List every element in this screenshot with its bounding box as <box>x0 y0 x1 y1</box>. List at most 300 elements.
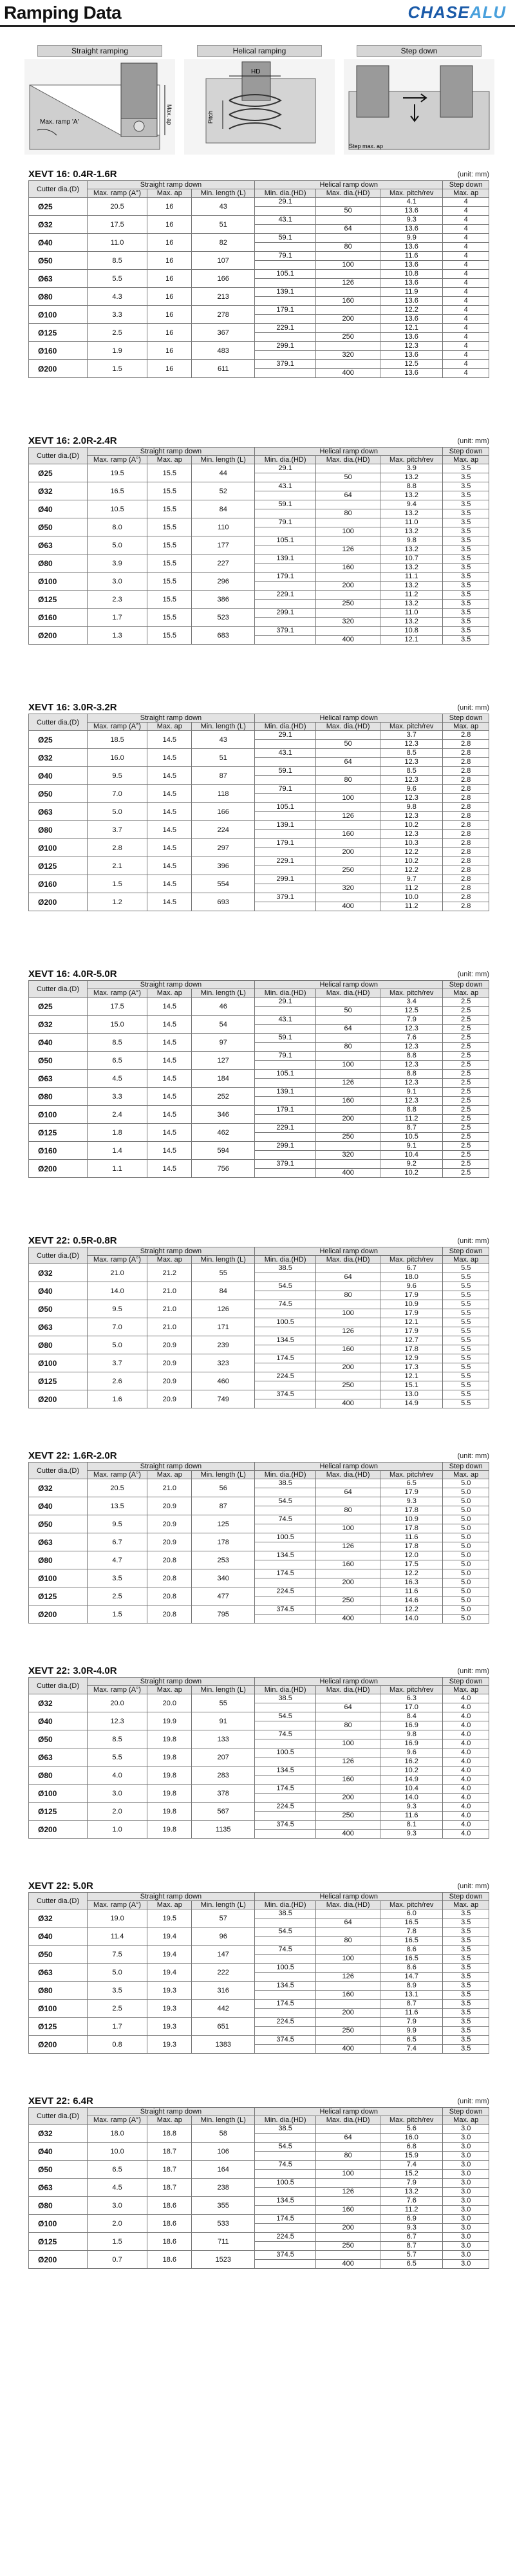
cell-min-hd <box>254 270 315 288</box>
pitch-value-1: 12.1 <box>380 1372 442 1381</box>
cell-max-hd <box>316 1124 380 1142</box>
cell-step-ap <box>443 464 489 482</box>
cell-step-ap <box>443 2233 489 2251</box>
cell-max-ramp: 8.5 <box>87 1034 147 1052</box>
cell-max-ap: 15.5 <box>147 591 192 609</box>
group-step-down: Step down <box>443 1893 489 1901</box>
table-row <box>29 270 489 288</box>
pitch-value-1: 7.8 <box>380 1927 442 1937</box>
cell-max-pitch <box>380 1142 442 1160</box>
ramp-table <box>28 980 489 1178</box>
group-straight-ramp: Straight ramp down <box>87 2108 254 2116</box>
cell-max-pitch <box>380 2233 442 2251</box>
max-hd-value: 200 <box>342 581 354 589</box>
group-step-down: Step down <box>443 981 489 989</box>
cell-max-ramp: 17.5 <box>87 216 147 234</box>
cell-step-ap <box>443 1927 489 1946</box>
min-hd-value: 38.5 <box>255 1694 315 1703</box>
table-row <box>29 2197 489 2215</box>
step-ap-value-2: 3.0 <box>461 2259 471 2268</box>
step-ap-value-1: 2.5 <box>443 1088 489 1097</box>
cell-max-pitch <box>380 1587 442 1605</box>
cell-step-ap <box>443 1730 489 1748</box>
col-pitch: Max. pitch/rev <box>380 189 442 198</box>
step-ap-value-2: 2.5 <box>461 1150 471 1159</box>
max-hd-value: 126 <box>342 1972 354 1980</box>
max-hd-value: 200 <box>342 1363 354 1371</box>
step-ap-value-2: 5.5 <box>461 1273 471 1281</box>
ramp-table <box>28 2107 489 2269</box>
cell-min-length: 346 <box>192 1106 255 1124</box>
pitch-value-2: 17.8 <box>404 1506 418 1514</box>
min-hd-value: 79.1 <box>255 785 315 794</box>
cell-min-hd <box>254 288 315 306</box>
cell-max-ap: 19.3 <box>147 2036 192 2054</box>
cell-max-pitch <box>380 1551 442 1569</box>
cell-step-ap <box>443 1372 489 1390</box>
group-straight-ramp: Straight ramp down <box>87 981 254 989</box>
straight-ramping-diagram <box>24 45 175 155</box>
step-ap-value-1: 3.5 <box>443 464 489 473</box>
pitch-value-2: 16.5 <box>404 1954 418 1962</box>
col-pitch: Max. pitch/rev <box>380 1471 442 1479</box>
cell-cutter-dia: Ø50 <box>29 1730 88 1748</box>
max-hd-value: 50 <box>344 473 352 481</box>
cell-step-ap <box>443 198 489 216</box>
cell-max-pitch <box>380 1927 442 1946</box>
max-hd-value: 160 <box>342 1990 354 1998</box>
cell-max-pitch <box>380 857 442 875</box>
min-hd-value: 299.1 <box>255 1142 315 1151</box>
cell-max-ap: 19.4 <box>147 1927 192 1946</box>
cell-min-hd <box>254 821 315 839</box>
table-row <box>29 1336 489 1354</box>
step-ap-value-2: 3.5 <box>461 1918 471 1926</box>
cell-cutter-dia: Ø32 <box>29 1479 88 1497</box>
col-step-ap: Max. ap <box>443 1901 489 1909</box>
step-ap-value-1: 5.5 <box>443 1264 489 1273</box>
cell-step-ap <box>443 270 489 288</box>
cell-max-pitch <box>380 1803 442 1821</box>
cell-min-length: 567 <box>192 1803 255 1821</box>
cell-min-hd <box>254 342 315 360</box>
cell-max-pitch <box>380 1052 442 1070</box>
cell-max-ap: 20.9 <box>147 1533 192 1551</box>
step-ap-value-1: 3.0 <box>443 2215 489 2224</box>
cell-max-pitch <box>380 1300 442 1318</box>
cell-min-hd <box>254 234 315 252</box>
max-hd-value: 100 <box>342 1739 354 1747</box>
pitch-value-1: 8.1 <box>380 1821 442 1830</box>
min-hd-value: 74.5 <box>255 1730 315 1739</box>
max-hd-value: 64 <box>344 491 352 499</box>
pitch-value-1: 10.9 <box>380 1515 442 1524</box>
pitch-value-1: 12.2 <box>380 1605 442 1615</box>
cell-max-hd <box>316 270 380 288</box>
pitch-value-2: 16.5 <box>404 1918 418 1926</box>
pitch-value-2: 7.4 <box>406 2044 417 2052</box>
cell-max-hd <box>316 1336 380 1354</box>
cell-step-ap <box>443 1803 489 1821</box>
col-max-hd: Max. dia.(HD) <box>316 1901 380 1909</box>
brand-part-b: ALU <box>469 3 506 22</box>
pitch-value-2: 6.5 <box>406 2259 417 2268</box>
cell-min-length: 749 <box>192 1390 255 1408</box>
min-hd-value: 134.5 <box>255 1982 315 1991</box>
cell-max-hd <box>316 1016 380 1034</box>
cell-max-ramp: 3.5 <box>87 1982 147 2000</box>
pitch-value-1: 11.2 <box>380 591 442 600</box>
cell-max-hd <box>316 360 380 378</box>
cell-min-length: 224 <box>192 821 255 839</box>
step-down-diagram <box>344 45 494 155</box>
pitch-value-2: 12.3 <box>404 829 418 838</box>
pitch-value-1: 7.6 <box>380 2197 442 2206</box>
cell-max-ap: 18.6 <box>147 2215 192 2233</box>
cell-min-length: 297 <box>192 839 255 857</box>
min-hd-value: 38.5 <box>255 2125 315 2134</box>
max-hd-value: 200 <box>342 848 354 856</box>
cell-min-length: 396 <box>192 857 255 875</box>
cell-min-length: 477 <box>192 1587 255 1605</box>
step-down-label: Step down <box>357 45 482 57</box>
cell-max-pitch <box>380 875 442 893</box>
step-ap-value-1: 4.0 <box>443 1712 489 1721</box>
cell-min-hd <box>254 1390 315 1408</box>
pitch-value-2: 17.8 <box>404 1345 418 1353</box>
cell-max-hd <box>316 518 380 536</box>
cell-min-hd <box>254 573 315 591</box>
max-hd-value: 200 <box>342 314 354 323</box>
cell-max-ramp: 7.0 <box>87 785 147 803</box>
cell-step-ap <box>443 1336 489 1354</box>
cell-step-ap <box>443 803 489 821</box>
cell-max-ap: 18.6 <box>147 2197 192 2215</box>
cell-min-hd <box>254 591 315 609</box>
step-ap-value-2: 3.0 <box>461 2133 471 2141</box>
max-hd-value: 64 <box>344 2133 352 2141</box>
cell-cutter-dia: Ø100 <box>29 1569 88 1587</box>
pitch-value-1: 10.8 <box>380 270 442 279</box>
table-row <box>29 2251 489 2269</box>
cell-max-pitch <box>380 1569 442 1587</box>
cell-min-length: 82 <box>192 234 255 252</box>
cell-cutter-dia: Ø63 <box>29 270 88 288</box>
cell-max-hd <box>316 1982 380 2000</box>
group-helical-ramp: Helical ramp down <box>254 1678 442 1686</box>
group-step-down: Step down <box>443 1247 489 1256</box>
step-ap-value-2: 2.5 <box>461 1132 471 1141</box>
cell-max-pitch <box>380 839 442 857</box>
cell-max-ap: 15.5 <box>147 518 192 536</box>
cell-max-ramp: 5.0 <box>87 1964 147 1982</box>
cell-max-hd <box>316 1712 380 1730</box>
table-row <box>29 767 489 785</box>
cell-min-hd <box>254 875 315 893</box>
table-row <box>29 591 489 609</box>
min-hd-value: 139.1 <box>255 821 315 830</box>
cell-max-pitch <box>380 270 442 288</box>
cell-min-hd <box>254 1318 315 1336</box>
min-hd-value: 374.5 <box>255 2251 315 2260</box>
cell-cutter-dia: Ø100 <box>29 573 88 591</box>
cell-max-pitch <box>380 198 442 216</box>
cell-min-length: 227 <box>192 554 255 573</box>
cell-max-hd <box>316 2036 380 2054</box>
max-hd-value: 400 <box>342 902 354 910</box>
col-len: Min. length (L) <box>192 1686 255 1694</box>
cell-max-ap: 15.5 <box>147 464 192 482</box>
step-ap-value-1: 3.0 <box>443 2161 489 2170</box>
step-ap-value-1: 3.5 <box>443 573 489 582</box>
table-row <box>29 554 489 573</box>
cell-cutter-dia: Ø63 <box>29 803 88 821</box>
min-hd-value: 59.1 <box>255 500 315 509</box>
max-hd-value: 64 <box>344 1024 352 1032</box>
group-straight-ramp: Straight ramp down <box>87 1247 254 1256</box>
min-hd-value: 100.5 <box>255 1964 315 1973</box>
cell-max-ap: 19.3 <box>147 2018 192 2036</box>
cell-max-hd <box>316 1088 380 1106</box>
pitch-value-2: 13.2 <box>404 563 418 571</box>
min-hd-value: 134.5 <box>255 1766 315 1776</box>
cell-max-ramp: 3.9 <box>87 554 147 573</box>
cell-max-pitch <box>380 2018 442 2036</box>
cell-max-hd <box>316 1605 380 1624</box>
min-hd-value: 105.1 <box>255 270 315 279</box>
cell-max-ramp: 1.1 <box>87 1160 147 1178</box>
pitch-value-1: 10.7 <box>380 554 442 564</box>
table-row <box>29 785 489 803</box>
cell-max-hd <box>316 1070 380 1088</box>
step-ap-value-2: 4 <box>464 278 468 287</box>
max-hd-value: 80 <box>344 1506 352 1514</box>
step-ap-value-1: 3.5 <box>443 500 489 509</box>
min-hd-value: 174.5 <box>255 1569 315 1578</box>
cell-min-hd <box>254 1766 315 1785</box>
cell-max-pitch <box>380 252 442 270</box>
min-hd-value: 105.1 <box>255 803 315 812</box>
min-hd-value: 174.5 <box>255 1354 315 1363</box>
step-ap-value-2: 3.5 <box>461 581 471 589</box>
step-ap-value-2: 2.8 <box>461 775 471 784</box>
cell-max-ap: 14.5 <box>147 1052 192 1070</box>
col-step-ap: Max. ap <box>443 723 489 731</box>
page-header <box>0 0 515 27</box>
col-step-ap: Max. ap <box>443 2116 489 2125</box>
table-row <box>29 1160 489 1178</box>
cell-max-ramp: 19.5 <box>87 464 147 482</box>
cell-max-ap: 14.5 <box>147 1034 192 1052</box>
cell-max-pitch <box>380 1318 442 1336</box>
cell-max-hd <box>316 998 380 1016</box>
col-min-hd: Min. dia.(HD) <box>254 2116 315 2125</box>
step-ap-value-1: 3.0 <box>443 2143 489 2152</box>
cell-min-hd <box>254 731 315 749</box>
table-row <box>29 2179 489 2197</box>
cell-max-ap: 14.5 <box>147 1088 192 1106</box>
cell-max-ap: 15.5 <box>147 536 192 554</box>
cell-max-ramp: 3.7 <box>87 821 147 839</box>
col-ap: Max. ap <box>147 2116 192 2125</box>
cell-step-ap <box>443 875 489 893</box>
min-hd-value: 59.1 <box>255 1034 315 1043</box>
pitch-value-2: 13.6 <box>404 332 418 341</box>
cell-min-hd <box>254 767 315 785</box>
min-hd-value: 38.5 <box>255 1479 315 1488</box>
group-helical-ramp: Helical ramp down <box>254 181 442 189</box>
table-row <box>29 2018 489 2036</box>
pitch-value-1: 11.6 <box>380 1587 442 1596</box>
max-hd-value: 400 <box>342 1614 354 1622</box>
cell-step-ap <box>443 1282 489 1300</box>
table-row <box>29 1982 489 2000</box>
cell-min-hd <box>254 1106 315 1124</box>
table-title: XEVT 22: 3.0R-4.0R <box>28 1665 117 1676</box>
cell-min-length: 44 <box>192 464 255 482</box>
cell-min-hd <box>254 1533 315 1551</box>
cell-cutter-dia: Ø40 <box>29 1282 88 1300</box>
col-min-hd: Min. dia.(HD) <box>254 1471 315 1479</box>
cell-max-ap: 19.4 <box>147 1964 192 1982</box>
cell-max-hd <box>316 1318 380 1336</box>
group-step-down: Step down <box>443 181 489 189</box>
min-hd-value: 374.5 <box>255 1605 315 1615</box>
step-ap-value-2: 4 <box>464 206 468 214</box>
pitch-value-1: 6.8 <box>380 2143 442 2152</box>
cell-step-ap <box>443 785 489 803</box>
cell-step-ap <box>443 1605 489 1624</box>
cell-min-hd <box>254 482 315 500</box>
cell-min-length: 594 <box>192 1142 255 1160</box>
pitch-value-2: 15.2 <box>404 2169 418 2177</box>
step-ap-value-1: 2.5 <box>443 1124 489 1133</box>
cell-max-hd <box>316 1569 380 1587</box>
table-row <box>29 1106 489 1124</box>
unit-note: (unit: mm) <box>457 704 489 712</box>
step-ap-value-1: 2.5 <box>443 1052 489 1061</box>
cell-step-ap <box>443 2197 489 2215</box>
cell-max-ap: 14.5 <box>147 1106 192 1124</box>
cell-cutter-dia: Ø200 <box>29 2251 88 2269</box>
cell-max-ap: 20.9 <box>147 1390 192 1408</box>
cell-max-ramp: 0.8 <box>87 2036 147 2054</box>
min-hd-value: 229.1 <box>255 857 315 866</box>
cell-max-ap: 16 <box>147 234 192 252</box>
min-hd-value: 54.5 <box>255 1927 315 1937</box>
step-ap-value-2: 2.5 <box>461 1078 471 1086</box>
cell-max-pitch <box>380 1909 442 1927</box>
cell-max-hd <box>316 803 380 821</box>
pitch-value-1: 8.8 <box>380 1070 442 1079</box>
pitch-value-2: 17.9 <box>404 1309 418 1317</box>
cell-max-ramp: 8.0 <box>87 518 147 536</box>
cell-max-pitch <box>380 998 442 1016</box>
step-ap-value-1: 5.0 <box>443 1569 489 1578</box>
cell-cutter-dia: Ø100 <box>29 839 88 857</box>
cell-max-ramp: 1.5 <box>87 875 147 893</box>
table-row <box>29 1569 489 1587</box>
cell-max-hd <box>316 1785 380 1803</box>
pitch-value-1: 9.3 <box>380 216 442 225</box>
pitch-value-1: 12.9 <box>380 1354 442 1363</box>
min-hd-value: 374.5 <box>255 1390 315 1399</box>
pitch-value-2: 13.2 <box>404 617 418 625</box>
cell-step-ap <box>443 1088 489 1106</box>
table-row <box>29 1927 489 1946</box>
table-row <box>29 1282 489 1300</box>
pitch-value-1: 10.3 <box>380 839 442 848</box>
step-ap-value-2: 4 <box>464 350 468 359</box>
cell-max-ap: 19.9 <box>147 1712 192 1730</box>
cell-min-hd <box>254 1336 315 1354</box>
pitch-value-1: 12.2 <box>380 1569 442 1578</box>
cell-max-ramp: 1.9 <box>87 342 147 360</box>
step-ap-value-2: 5.5 <box>461 1309 471 1317</box>
cell-min-length: 756 <box>192 1160 255 1178</box>
col-max-hd: Max. dia.(HD) <box>316 2116 380 2125</box>
step-ap-value-1: 3.5 <box>443 2018 489 2027</box>
pitch-value-2: 17.9 <box>404 1327 418 1335</box>
col-ap: Max. ap <box>147 723 192 731</box>
step-ap-value-1: 5.0 <box>443 1515 489 1524</box>
cell-max-ramp: 1.2 <box>87 893 147 911</box>
cell-min-length: 125 <box>192 1515 255 1533</box>
table-row <box>29 1605 489 1624</box>
step-ap-value-1: 2.8 <box>443 749 489 758</box>
cell-min-hd <box>254 1803 315 1821</box>
col-ap: Max. ap <box>147 989 192 998</box>
min-hd-value: 100.5 <box>255 2179 315 2188</box>
cell-max-pitch <box>380 1821 442 1839</box>
col-ramp: Max. ramp (A°) <box>87 1901 147 1909</box>
step-ap-value-2: 4 <box>464 368 468 377</box>
cell-max-ramp: 11.0 <box>87 234 147 252</box>
table-row <box>29 1016 489 1034</box>
cell-max-ramp: 1.6 <box>87 1390 147 1408</box>
cell-max-hd <box>316 234 380 252</box>
cell-min-length: 51 <box>192 749 255 767</box>
cell-max-ramp: 3.3 <box>87 306 147 324</box>
table-row <box>29 198 489 216</box>
cell-max-ramp: 3.0 <box>87 2197 147 2215</box>
cell-min-hd <box>254 1909 315 1927</box>
cell-min-hd <box>254 554 315 573</box>
cell-step-ap <box>443 1160 489 1178</box>
unit-note: (unit: mm) <box>457 1452 489 1460</box>
step-ap-value-2: 2.8 <box>461 866 471 874</box>
cell-cutter-dia: Ø80 <box>29 1982 88 2000</box>
pitch-value-1: 10.4 <box>380 1785 442 1794</box>
table-row <box>29 875 489 893</box>
max-hd-value: 160 <box>342 1345 354 1353</box>
cell-max-ramp: 8.5 <box>87 252 147 270</box>
cell-max-ramp: 1.7 <box>87 609 147 627</box>
cell-step-ap <box>443 2179 489 2197</box>
step-ap-value-2: 4.0 <box>461 1739 471 1747</box>
cell-cutter-dia: Ø50 <box>29 785 88 803</box>
cell-step-ap <box>443 627 489 645</box>
cell-cutter-dia: Ø125 <box>29 324 88 342</box>
table-row <box>29 2000 489 2018</box>
cell-step-ap <box>443 234 489 252</box>
brand-logo <box>408 3 506 23</box>
group-step-down: Step down <box>443 2108 489 2116</box>
max-hd-value: 250 <box>342 599 354 607</box>
cell-max-ap: 16 <box>147 270 192 288</box>
step-ap-value-2: 4 <box>464 332 468 341</box>
cell-max-ap: 15.5 <box>147 500 192 518</box>
